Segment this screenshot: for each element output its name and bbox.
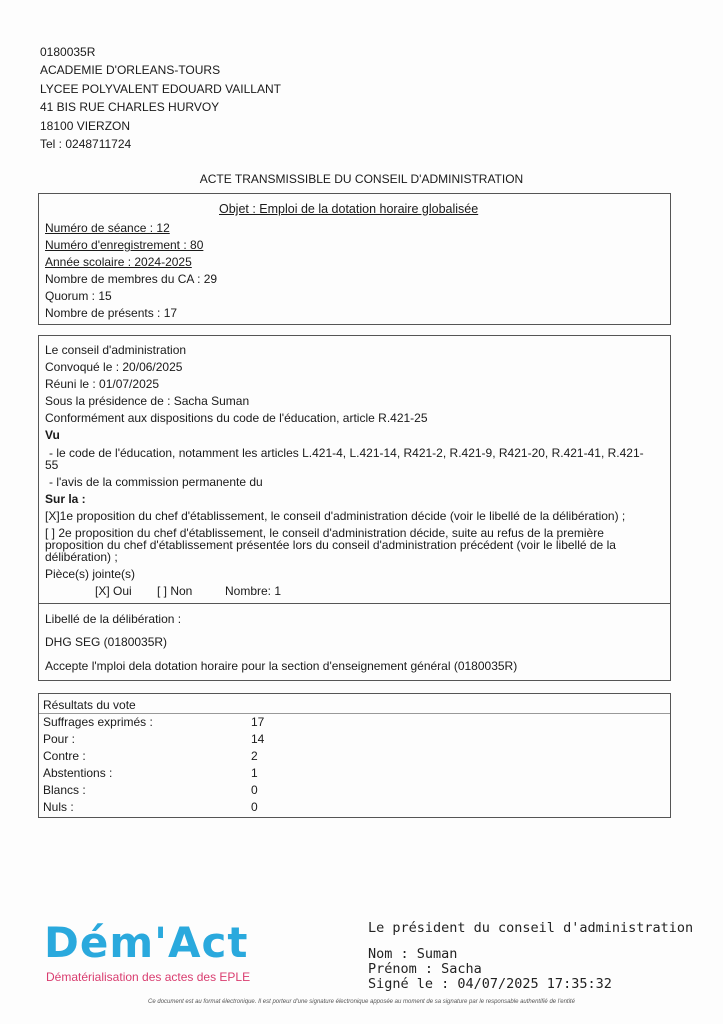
demact-logo: Dém'Act bbox=[44, 918, 249, 967]
libelle-code: DHG SEG (0180035R) bbox=[45, 635, 168, 649]
pieces-oui: [X] Oui bbox=[95, 584, 132, 598]
vote-title: Résultats du vote bbox=[43, 698, 136, 712]
pieces-jointes: Pièce(s) jointe(s) bbox=[45, 567, 136, 581]
demact-tagline: Dématérialisation des actes des EPLE bbox=[46, 970, 251, 984]
divider bbox=[39, 603, 670, 604]
vote-label-nuls: Nuls : bbox=[43, 800, 74, 814]
document-title: ACTE TRANSMISSIBLE DU CONSEIL D'ADMINISTRATION bbox=[199, 172, 524, 186]
telephone: Tel : 0248711724 bbox=[40, 137, 132, 151]
presents: Nombre de présents : 17 bbox=[45, 306, 178, 320]
proposition-1: [X]1e proposition du chef d'établissement, le conseil d'administration décide (voir le libellé de la délibération) ; bbox=[45, 509, 626, 523]
vote-value-abstentions: 1 bbox=[251, 766, 258, 780]
footer-note: Ce document est au format électronique. Il est porteur d'une signature électronique apposée au moment de sa signature par le responsable authentifié de l'entité bbox=[148, 999, 575, 1005]
vote-label-contre: Contre : bbox=[43, 749, 86, 763]
conseil-intro: Le conseil d'administration bbox=[45, 343, 187, 357]
quorum: Quorum : 15 bbox=[45, 289, 112, 303]
vu-item-commission: - l'avis de la commission permanente du bbox=[49, 475, 263, 489]
vote-box bbox=[38, 693, 671, 818]
divider bbox=[39, 713, 670, 714]
vote-value-pour: 14 bbox=[251, 732, 265, 746]
numero-seance: Numéro de séance : 12 bbox=[45, 221, 170, 235]
address-street: 41 BIS RUE CHARLES HURVOY bbox=[40, 100, 220, 114]
libelle-texte: Accepte l'mploi dela dotation horaire pour la section d'enseignement général (0180035R) bbox=[45, 659, 518, 673]
pieces-nombre: Nombre: 1 bbox=[225, 584, 282, 598]
vote-label-abstentions: Abstentions : bbox=[43, 766, 113, 780]
vote-label-suffrages: Suffrages exprimés : bbox=[43, 715, 153, 729]
vote-value-blancs: 0 bbox=[251, 783, 258, 797]
uai-code: 0180035R bbox=[40, 45, 96, 59]
vu-item-code: - le code de l'éducation, notamment les articles L.421-4, L.421-14, R421-2, R.421-9, R421-20, R.421-41, R.421- bbox=[49, 446, 644, 460]
membres-ca: Nombre de membres du CA : 29 bbox=[45, 272, 218, 286]
proposition-2-line3: délibération) ; bbox=[45, 550, 118, 564]
etablissement-name: LYCEE POLYVALENT EDOUARD VAILLANT bbox=[40, 82, 281, 96]
vote-value-contre: 2 bbox=[251, 749, 258, 763]
seance-box bbox=[38, 193, 671, 325]
sur-la-heading: Sur la : bbox=[45, 492, 86, 506]
vu-item-code-cont: 55 bbox=[45, 458, 59, 472]
signature-prenom: Prénom : Sacha bbox=[368, 961, 482, 977]
libelle-label: Libellé de la délibération : bbox=[45, 612, 182, 626]
signature-date: Signé le : 04/07/2025 17:35:32 bbox=[368, 976, 612, 992]
presidence: Sous la présidence de : Sacha Suman bbox=[45, 394, 250, 408]
reuni-date: Réuni le : 01/07/2025 bbox=[45, 377, 160, 391]
objet-title: Objet : Emploi de la dotation horaire globalisée bbox=[219, 202, 479, 216]
conseil-box bbox=[38, 335, 671, 681]
annee-scolaire: Année scolaire : 2024-2025 bbox=[45, 255, 192, 269]
vote-value-nuls: 0 bbox=[251, 800, 258, 814]
proposition-2-line1: [ ] 2e proposition du chef d'établissement, le conseil d'administration décide, suite au refus de la première bbox=[45, 526, 604, 540]
vote-label-blancs: Blancs : bbox=[43, 783, 86, 797]
conformement: Conformément aux dispositions du code de l'éducation, article R.421-25 bbox=[45, 411, 428, 425]
proposition-2-line2: proposition du chef d'établissement présentée lors du conseil d'administration précédent (voir le libellé de la bbox=[45, 538, 616, 552]
pieces-non: [ ] Non bbox=[157, 584, 193, 598]
numero-enregistrement: Numéro d'enregistrement : 80 bbox=[45, 238, 204, 252]
vote-value-suffrages: 17 bbox=[251, 715, 265, 729]
signature-title: Le président du conseil d'administration bbox=[368, 920, 694, 936]
signature-nom: Nom : Suman bbox=[368, 946, 458, 962]
vote-label-pour: Pour : bbox=[43, 732, 76, 746]
academie: ACADEMIE D'ORLEANS-TOURS bbox=[40, 63, 221, 77]
vu-heading: Vu bbox=[45, 428, 60, 442]
address-city: 18100 VIERZON bbox=[40, 119, 131, 133]
convoque-date: Convoqué le : 20/06/2025 bbox=[45, 360, 183, 374]
